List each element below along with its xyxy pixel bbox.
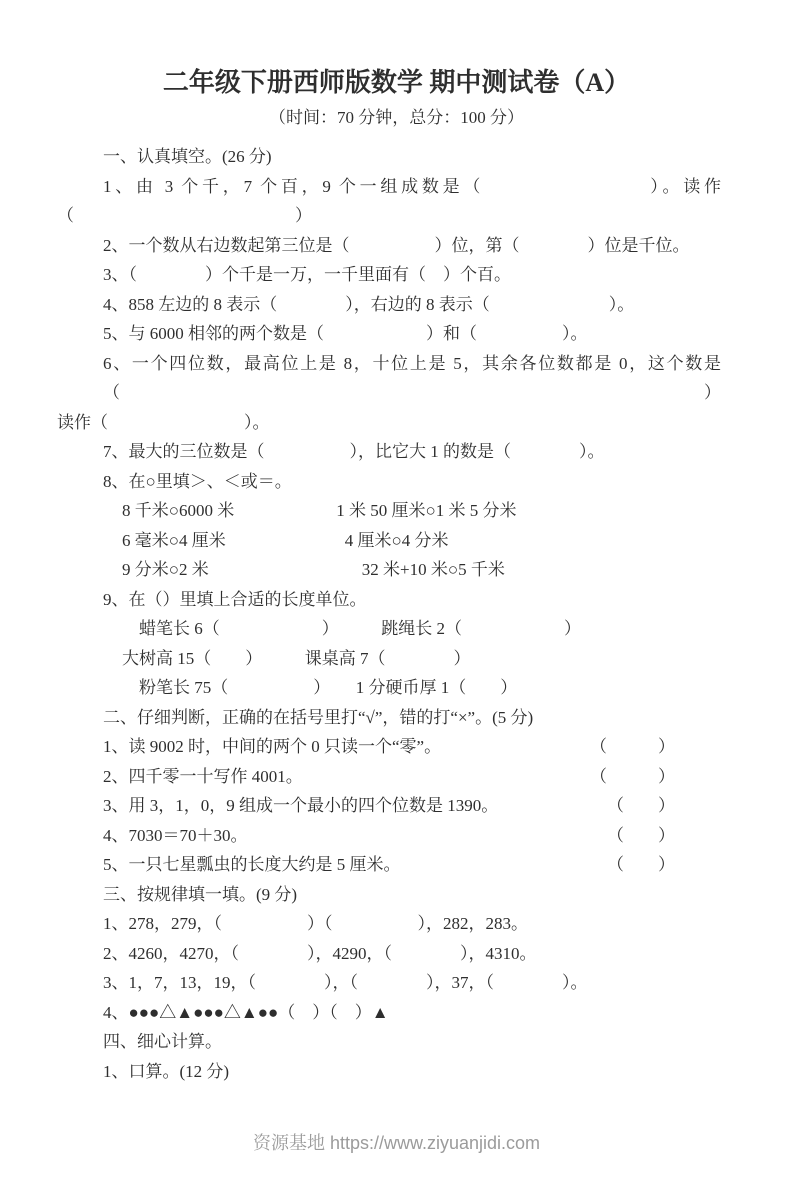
s1-q9-unit-row-2: 大树高 15（ ） 课桌高 7（ ） (122, 648, 471, 668)
s2-item-4-answer-blank: （ ） (607, 825, 675, 845)
s2-item-5-text: 5、一只七星瓢虫的长度大约是 5 厘米。 (103, 855, 401, 874)
s1-q1-line1: 1、由 3 个千，7 个百，9 个一组成数是（ ）。读作 (103, 176, 721, 196)
watermark-source (0, 1130, 793, 1156)
s2-item-5 (57, 850, 721, 880)
s1-q9: 9、在（）里填上合适的长度单位。 (103, 589, 367, 609)
s3-q3: 3、1，7，13，19，（ ），（ ），37，（ ）。 (103, 973, 588, 992)
s1-q9-unit-row-3: 粉笔长 75（ ） 1 分硬币厚 1（ ） (122, 678, 518, 697)
section-four-heading: 四、细心计算。 (103, 1032, 222, 1051)
s1-q1-line2: （ ） (57, 206, 312, 225)
s1-q8-compare-row-3: 9 分米○2 米 32 米+10 米○5 千米 (122, 560, 505, 579)
s1-q9-unit-row-1: 蜡笔长 6（ ） 跳绳长 2（ ） (122, 619, 581, 638)
s2-item-4-text: 4、7030＝70＋30。 (103, 825, 248, 845)
s2-item-5-answer-blank: （ ） (607, 855, 675, 874)
s3-q2: 2、4260，4270，（ ），4290，（ ），4310。 (103, 943, 537, 963)
s2-item-3 (57, 791, 721, 821)
s2-item-2-text: 2、四千零一十写作 4001。 (103, 766, 303, 786)
s2-item-4 (57, 821, 721, 851)
s1-q5: 5、与 6000 相邻的两个数是（ ）和（ ）。 (103, 324, 588, 343)
s1-q7: 7、最大的三位数是（ ），比它大 1 的数是（ ）。 (103, 442, 605, 461)
s1-q3: 3、（ ）个千是一万，一千里面有（ ）个百。 (103, 265, 511, 284)
page-subtitle: （时间：70 分钟，总分：100 分） (269, 108, 524, 127)
s2-item-1-answer-blank: （ ） (590, 737, 675, 756)
s1-q8-compare-row-1: 8 千米○6000 米 1 米 50 厘米○1 米 5 分米 (122, 501, 517, 520)
section-one-heading: 一、认真填空。(26 分) (103, 147, 272, 166)
paper-body (0, 142, 793, 1086)
s1-q6-line1: 6、一个四位数，最高位上是 8，十位上是 5，其余各位数都是 0，这个数是（ ） (103, 353, 721, 402)
s3-q4-shape-pattern: 4、●●●△▲●●●△▲●●（ ）（ ）▲ (103, 1002, 389, 1022)
page-title: 二年级下册西师版数学 期中测试卷（A） (162, 68, 631, 97)
s1-q2: 2、一个数从右边数起第三位是（ ）位，第（ ）位是千位。 (103, 235, 690, 255)
section-two-heading: 二、仔细判断，正确的在括号里打“√”，错的打“×”。(5 分) (103, 707, 534, 727)
s1-q6-line2: 读作（ ）。 (57, 412, 270, 432)
s2-item-3-answer-blank: （ ） (607, 796, 675, 815)
s2-item-1 (57, 732, 721, 762)
section-three-heading: 三、按规律填一填。(9 分) (103, 884, 298, 904)
s1-q8: 8、在○里填＞、＜或＝。 (103, 471, 292, 491)
s2-item-2 (57, 762, 721, 792)
s2-item-3-text: 3、用 3，1，0，9 组成一个最小的四个位数是 1390。 (103, 796, 499, 815)
s4-q1: 1、口算。(12 分) (103, 1061, 230, 1081)
s1-q8-compare-row-2: 6 毫米○4 厘米 4 厘米○4 分米 (122, 530, 449, 550)
test-paper-page (0, 66, 793, 1153)
s1-q4: 4、858 左边的 8 表示（ ），右边的 8 表示（ ）。 (103, 294, 635, 314)
s2-item-2-answer-blank: （ ） (590, 766, 675, 786)
s3-q1: 1、278，279，（ ）（ ），282，283。 (103, 914, 528, 933)
watermark-text: 资源基地 https://www.ziyuanjidi.com (252, 1133, 541, 1153)
s2-item-1-text: 1、读 9002 时，中间的两个 0 只读一个“零”。 (103, 737, 442, 756)
